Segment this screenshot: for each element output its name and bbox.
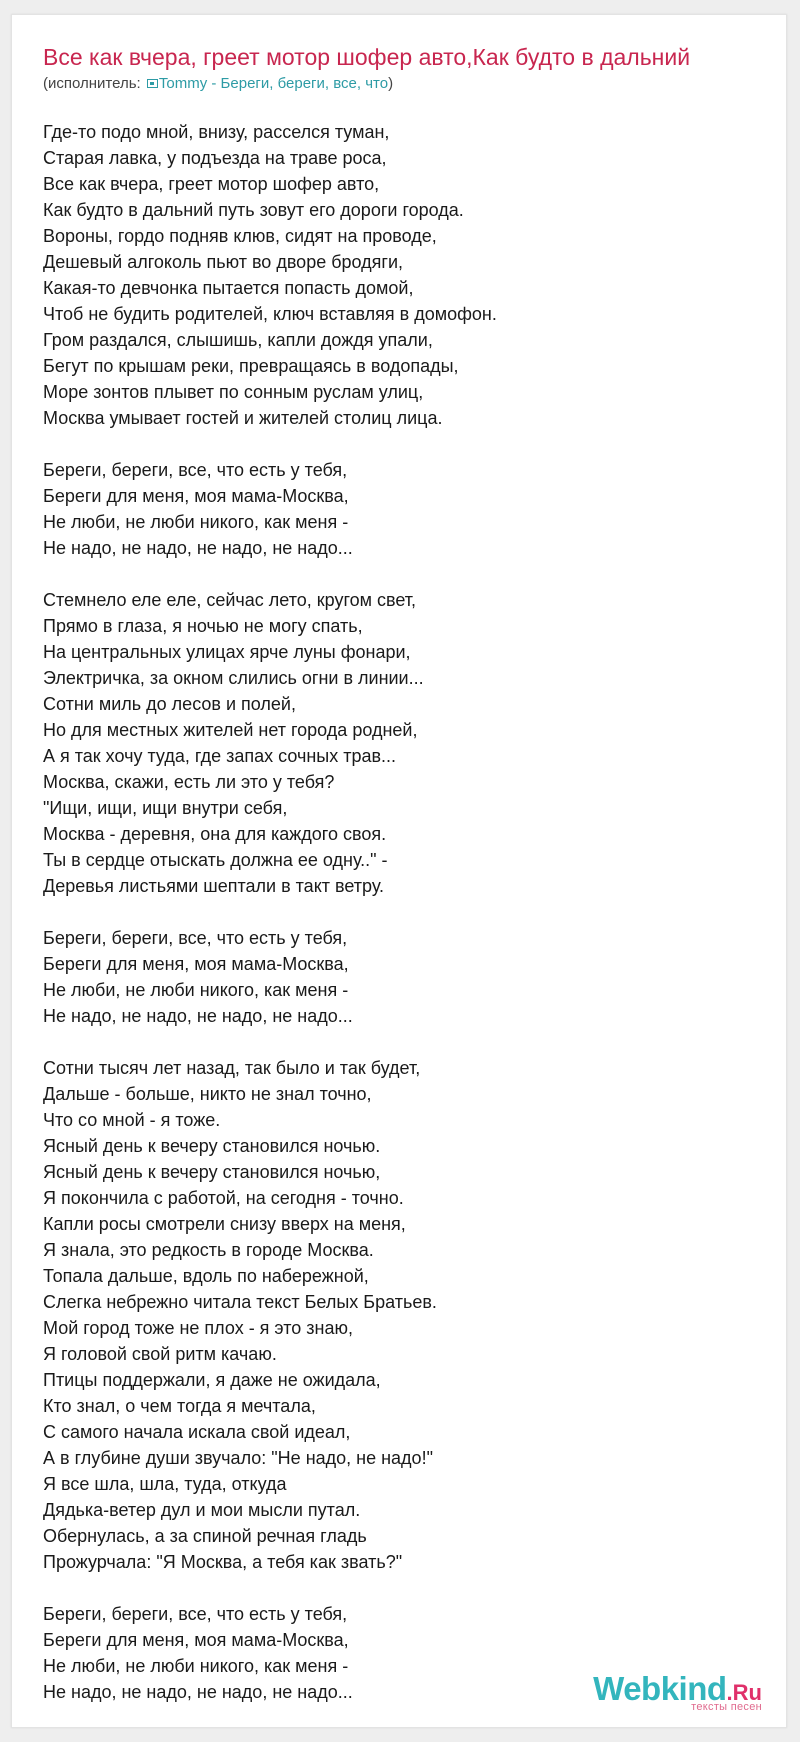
lyric-line: А я так хочу туда, где запах сочных трав... bbox=[43, 746, 397, 766]
lyric-line: Я покончила с работой, на сегодня - точно. bbox=[43, 1188, 404, 1208]
lyric-line: Береги, береги, все, что есть у тебя, bbox=[43, 928, 348, 948]
lyric-line: С самого начала искала свой идеал, bbox=[43, 1422, 351, 1442]
site-logo[interactable] bbox=[593, 1672, 762, 1713]
lyric-line: Какая-то девчонка пытается попасть домой, bbox=[43, 278, 414, 298]
artist-song-text: Tommy - Береги, береги, все, что bbox=[158, 75, 389, 92]
performer-info bbox=[43, 74, 393, 94]
lyric-line: Вороны, гордо подняв клюв, сидят на проводе, bbox=[43, 226, 437, 246]
lyric-line: Прямо в глаза, я ночью не могу спать, bbox=[43, 616, 363, 636]
lyric-line: Мой город тоже не плох - я это знаю, bbox=[43, 1318, 353, 1338]
lyrics-card bbox=[11, 14, 787, 1728]
lyric-line: "Ищи, ищи, ищи внутри себя, bbox=[43, 798, 288, 818]
lyric-line: Ясный день к вечеру становился ночью. bbox=[43, 1136, 381, 1156]
lyric-line: А в глубине души звучало: "Не надо, не надо!" bbox=[43, 1448, 433, 1468]
lyric-line: Топала дальше, вдоль по набережной, bbox=[43, 1266, 369, 1286]
lyric-line: Что со мной - я тоже. bbox=[43, 1110, 221, 1130]
lyric-line: Москва - деревня, она для каждого своя. bbox=[43, 824, 387, 844]
lyric-line: Капли росы смотрели снизу вверх на меня, bbox=[43, 1214, 406, 1234]
lyric-line: Гром раздался, слышишь, капли дождя упали, bbox=[43, 330, 433, 350]
lyrics-stanza bbox=[43, 587, 763, 899]
logo-brand: Webkind bbox=[593, 1670, 727, 1707]
lyric-line: Электричка, за окном слились огни в линии... bbox=[43, 668, 424, 688]
lyric-line: Ясный день к вечеру становился ночью, bbox=[43, 1162, 381, 1182]
logo-tagline: тексты песен bbox=[691, 1701, 762, 1713]
lyric-line: Не надо, не надо, не надо, не надо... bbox=[43, 1006, 353, 1026]
lyric-line: Москва, скажи, есть ли это у тебя? bbox=[43, 772, 335, 792]
lyric-line: Сотни миль до лесов и полей, bbox=[43, 694, 296, 714]
lyric-line: Обернулась, а за спиной речная гладь bbox=[43, 1526, 367, 1546]
lyric-line: Где-то подо мной, внизу, расселся туман, bbox=[43, 122, 390, 142]
lyrics-stanza bbox=[43, 925, 763, 1029]
lyric-line: Я все шла, шла, туда, откуда bbox=[43, 1474, 287, 1494]
lyric-line: Море зонтов плывет по сонным руслам улиц, bbox=[43, 382, 424, 402]
lyrics-stanza bbox=[43, 457, 763, 561]
lyric-line: Бегут по крышам реки, превращаясь в водопады, bbox=[43, 356, 459, 376]
lyric-line: Дальше - больше, никто не знал точно, bbox=[43, 1084, 372, 1104]
lyric-line: Не надо, не надо, не надо, не надо... bbox=[43, 538, 353, 558]
lyric-line: Я знала, это редкость в городе Москва. bbox=[43, 1240, 374, 1260]
lyrics-stanza bbox=[43, 119, 763, 431]
logo-tld: .Ru bbox=[726, 1680, 762, 1705]
lyric-line: Я головой свой ритм качаю. bbox=[43, 1344, 277, 1364]
performer-suffix: ) bbox=[388, 75, 394, 92]
lyric-line: Не люби, не люби никого, как меня - bbox=[43, 980, 349, 1000]
artist-song-link[interactable] bbox=[145, 75, 388, 92]
lyric-line: Но для местных жителей нет города родней, bbox=[43, 720, 418, 740]
lyric-line: Береги, береги, все, что есть у тебя, bbox=[43, 460, 348, 480]
lyrics-stanza bbox=[43, 1055, 763, 1575]
lyric-line: Ты в сердце отыскать должна ее одну.." - bbox=[43, 850, 388, 870]
lyric-line: Береги для меня, моя мама-Москва, bbox=[43, 1630, 349, 1650]
lyric-line: Как будто в дальний путь зовут его дороги города. bbox=[43, 200, 464, 220]
lyric-line: Береги для меня, моя мама-Москва, bbox=[43, 486, 349, 506]
lyric-line: Кто знал, о чем тогда я мечтала, bbox=[43, 1396, 316, 1416]
lyric-line: Прожурчала: "Я Москва, а тебя как звать?" bbox=[43, 1552, 403, 1572]
lyric-line: Береги для меня, моя мама-Москва, bbox=[43, 954, 349, 974]
lyric-line: Чтоб не будить родителей, ключ вставляя в домофон. bbox=[43, 304, 497, 324]
lyric-line: Все как вчера, греет мотор шофер авто, bbox=[43, 174, 380, 194]
lyric-line: Не люби, не люби никого, как меня - bbox=[43, 1656, 349, 1676]
lyric-line: Старая лавка, у подъезда на траве роса, bbox=[43, 148, 387, 168]
lyric-line: Дешевый алгоколь пьют во дворе бродяги, bbox=[43, 252, 404, 272]
lyric-line: На центральных улицах ярче луны фонари, bbox=[43, 642, 411, 662]
lyric-line: Деревья листьями шептали в такт ветру. bbox=[43, 876, 385, 896]
lyric-line: Москва умывает гостей и жителей столиц лица. bbox=[43, 408, 443, 428]
lyric-line: Не люби, не люби никого, как меня - bbox=[43, 512, 349, 532]
lyric-line: Слегка небрежно читала текст Белых Братьев. bbox=[43, 1292, 437, 1312]
performer-prefix: (исполнитель: bbox=[43, 75, 145, 92]
lyric-line: Стемнело еле еле, сейчас лето, кругом свет, bbox=[43, 590, 417, 610]
lyric-line: Сотни тысяч лет назад, так было и так будет, bbox=[43, 1058, 421, 1078]
lyric-line: Птицы поддержали, я даже не ожидала, bbox=[43, 1370, 381, 1390]
lyric-line: Не надо, не надо, не надо, не надо... bbox=[43, 1682, 353, 1702]
lyrics-body bbox=[43, 119, 763, 1728]
external-link-icon bbox=[147, 79, 158, 88]
page-title: Все как вчера, греет мотор шофер авто,Как будто в дальний bbox=[43, 44, 691, 70]
lyric-line: Дядька-ветер дул и мои мысли путал. bbox=[43, 1500, 361, 1520]
lyric-line: Береги, береги, все, что есть у тебя, bbox=[43, 1604, 348, 1624]
